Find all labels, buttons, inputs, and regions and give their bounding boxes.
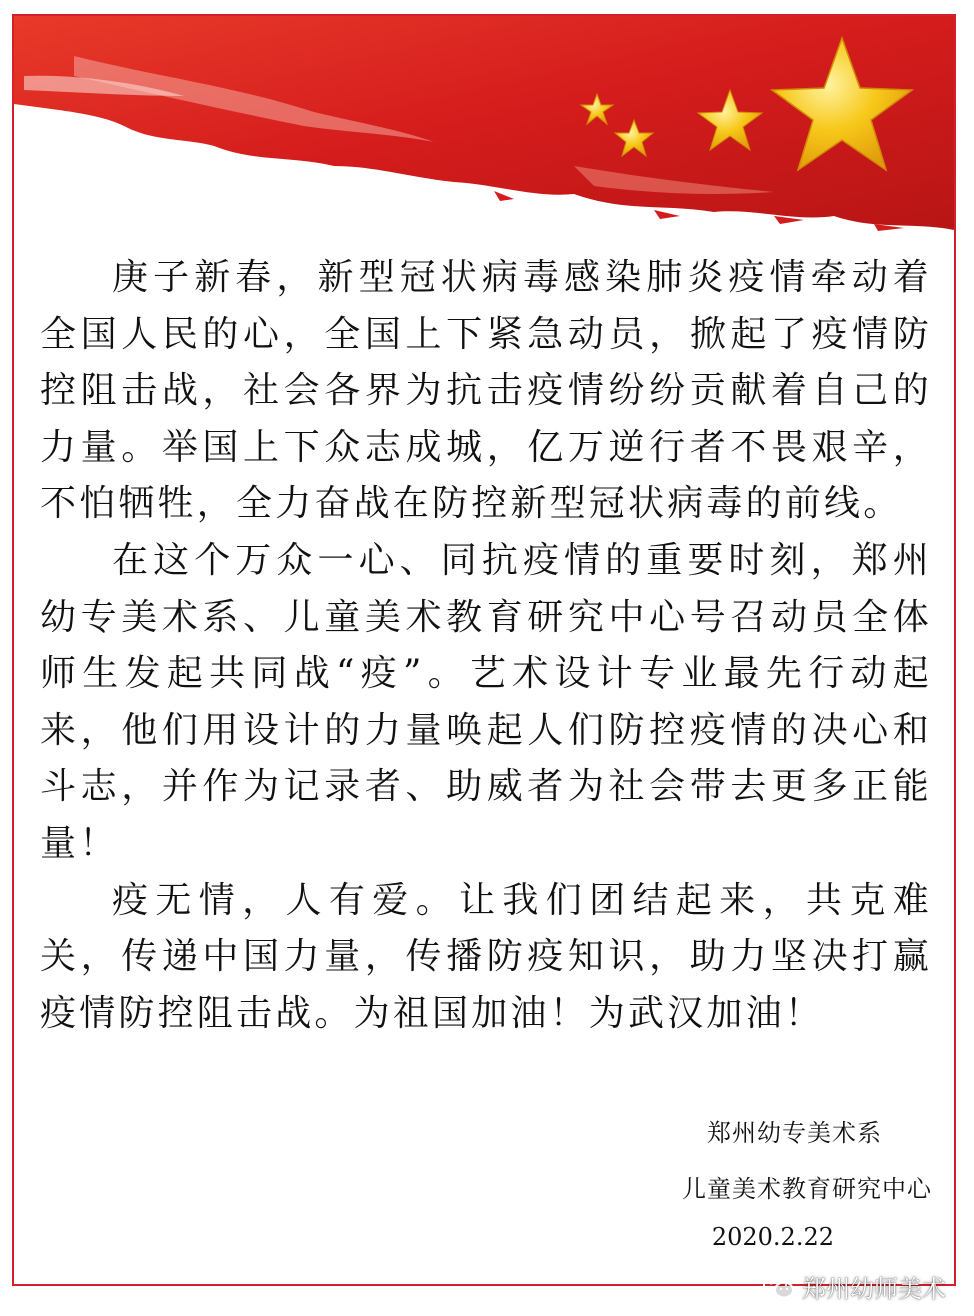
- document-frame: [12, 14, 956, 1286]
- account-watermark: [762, 1269, 946, 1304]
- red-banner-with-stars: [14, 16, 954, 246]
- signature-date: 2020.2.22: [711, 1223, 834, 1251]
- paragraph-2: 在这个万众一心、同抗疫情的重要时刻，郑州幼专美术系、儿童美术教育研究中心号召动员全体师生发起共同战“疫”。艺术设计专业最先行动起来，他们用设计的力量唤起人们防控疫情的决心和斗志，并作为记录者、助威者为社会带去更多正能量！: [40, 539, 932, 864]
- wechat-icon: [762, 1273, 796, 1301]
- watermark-text: 郑州幼师美术: [802, 1275, 946, 1303]
- signature-center: 儿童美术教育研究中心: [682, 1175, 932, 1203]
- paragraph-3: 疫无情，人有爱。让我们团结起来，共克难关，传递中国力量，传播防疫知识，助力坚决打赢疫情防控阻击战。为祖国加油！为武汉加油！: [40, 879, 932, 1034]
- signature-department: 郑州幼专美术系: [707, 1119, 882, 1147]
- paragraph-1: 庚子新春，新型冠状病毒感染肺炎疫情牵动着全国人民的心，全国上下紧急动员，掀起了疫情防控阻击战，社会各界为抗击疫情纷纷贡献着自己的力量。举国上下众志成城，亿万逆行者不畏艰辛，不怕牺牲，全力奋战在防控新型冠状病毒的前线。: [40, 257, 932, 525]
- letter-body: [40, 250, 932, 1042]
